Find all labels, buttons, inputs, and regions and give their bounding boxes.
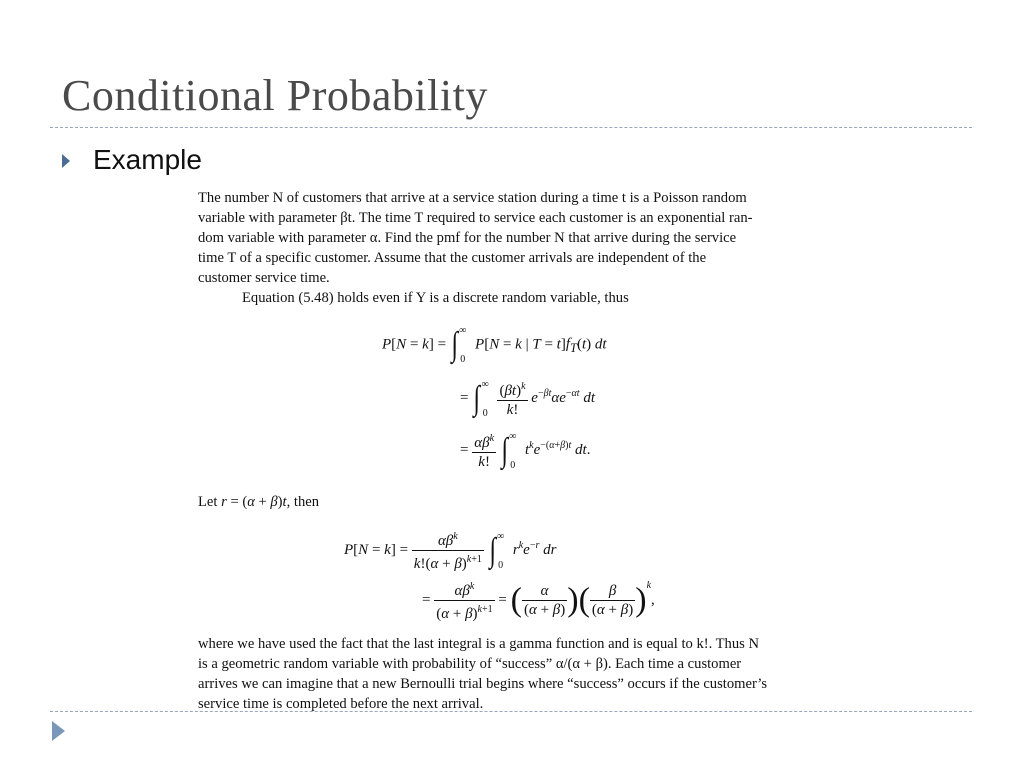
derivation-2-line-1: P[N = k] = $\frac{\alpha\beta^k}{k!(\alpha + \beta)^{k+1}}$ $\int^\infty_0$ $r^ke^{-r}$ dr: [344, 528, 556, 573]
slide-title: Conditional Probability: [62, 71, 488, 120]
bullet-example: Example: [93, 144, 202, 175]
problem-line: variable with parameter βt. The time T required to service each customer is an exponential ran-: [198, 210, 753, 226]
conclusion-paragraph: [198, 634, 874, 714]
derivation-1-line-2: = $\int^\infty_0$ $\frac{(\beta t)^k}{k!}$ $e^{-\beta t}\alpha e^{-\alpha t}$ dt: [460, 378, 595, 419]
triangle-bullet-icon: [62, 154, 70, 168]
next-slide-arrow-icon[interactable]: [52, 721, 65, 741]
substitution-line: Let r = (α + β)t, then: [198, 494, 320, 510]
problem-statement: [198, 188, 874, 308]
title-divider: [50, 127, 972, 128]
problem-line: time T of a specific customer. Assume that the customer arrivals are independent of the: [198, 250, 707, 266]
conclusion-line: arrives we can imagine that a new Bernoulli trial begins where “success” occurs if the customer’s: [198, 676, 768, 692]
equation-intro: Equation (5.48) holds even if Y is a discrete random variable, thus: [242, 290, 629, 306]
derivation-2-line-2: = $\frac{\alpha\beta^k}{(\alpha + \beta)^{k+1}}$ = ( $\frac{\alpha}{(\alpha + \beta)}$ )( $\frac{\beta}{(\alpha + \beta)}$ )$^k$,: [422, 579, 655, 622]
derivation-block-2: [198, 518, 874, 628]
conclusion-line: service time is completed before the next arrival.: [198, 696, 484, 712]
derivation-1-line-3: = $\frac{\alpha\beta^k}{k!}$ $\int^\infty_0$ $t^ke^{-(\alpha+\beta)t}$ dt.: [460, 430, 591, 471]
derivation-1-line-1: $P[N = k] = \int^\infty_0$ P[N = k | $T = t]f_T(t)$ dt: [382, 325, 607, 366]
footer-divider: [50, 711, 972, 712]
problem-line: The number N of customers that arrive at a service station during a time t is a Poisson random: [198, 190, 747, 206]
problem-line: customer service time.: [198, 270, 330, 286]
conclusion-line: where we have used the fact that the last integral is a gamma function and is equal to k!. Thus N: [198, 636, 760, 652]
conclusion-line: is a geometric random variable with probability of “success” α/(α + β). Each time a customer: [198, 656, 742, 672]
textbook-excerpt: [198, 188, 874, 718]
problem-line: dom variable with parameter α. Find the pmf for the number N that arrive during the service: [198, 230, 737, 246]
derivation-block-1: [198, 316, 874, 476]
